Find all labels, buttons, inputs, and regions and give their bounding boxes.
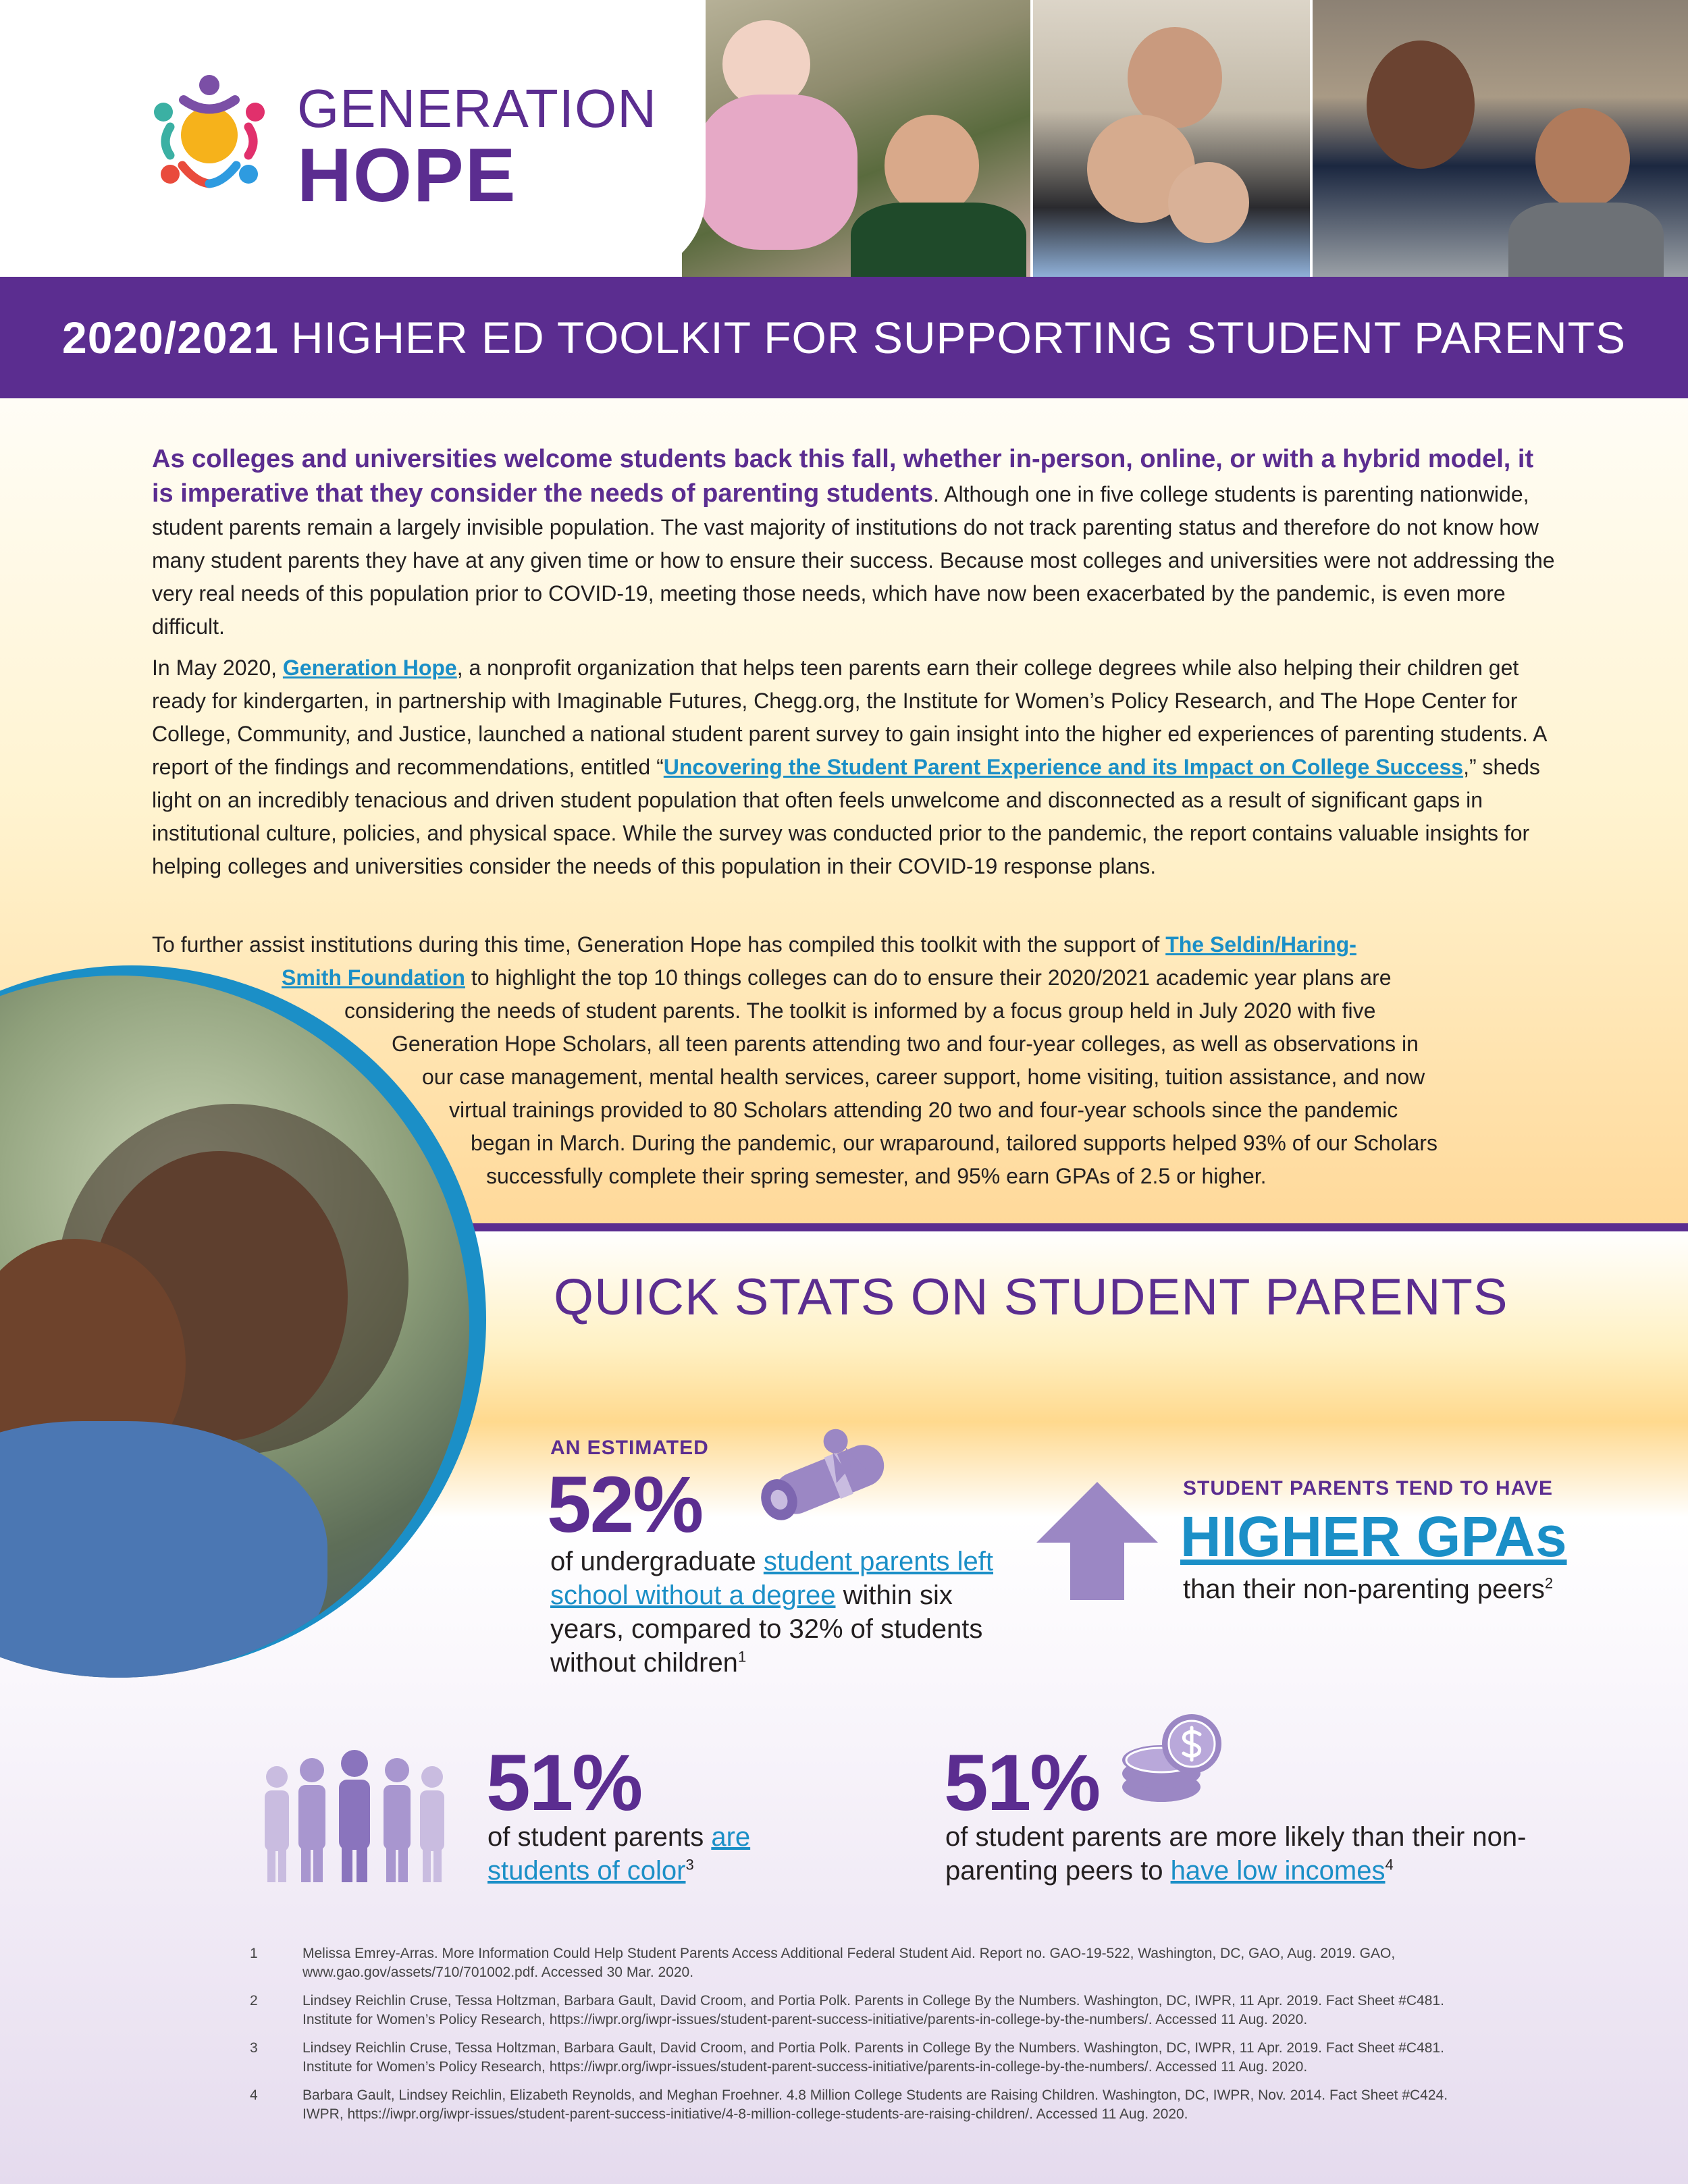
logo-line-hope: HOPE [297,133,517,217]
footnote-number: 4 [250,2087,258,2103]
generation-hope-link[interactable]: Generation Hope [282,656,457,680]
footnotes [250,1944,1472,2133]
intro-paragraph-2 [152,651,1556,883]
header [0,0,1688,277]
stat3-value: 51% [486,1738,642,1828]
p3-line-8: successfully complete their spring semester, and 95% earn GPAs of 2.5 or higher. [486,1164,1267,1188]
p3-line-1 [152,928,1356,961]
intro-p2-text-b: , a nonprofit organization that helps teen parents earn their college degrees while also helping their children get ready for kindergarten, in partnership with Imaginable Futures, Chegg.org, the Institute for Women’s Policy Research, and The Hope Center for College, Community, and Justice, launched a national student parent survey to gain insight into the higher ed experiences of parenting students. A report of the findings and recommendations, entitled “ [152,656,1546,779]
intro-p1-rest: . Although one in five college students is parenting nationwide, student parents remain a largely invisible population. The vast majority of institutions do not track parenting status and therefore do not know how many student parents they have at any given time or how to ensure their success. Because most colleges and universities were not addressing the very real needs of this population prior to COVID-19, meeting those needs, which have now been exacerbated by the pandemic, is even more difficult. [152,482,1555,639]
p3-line-2 [282,961,1392,994]
stat1-text [550,1545,1023,1680]
generation-hope-logo-icon [142,68,277,203]
section-divider [473,1223,1688,1231]
p3-line-5: our case management, mental health services, career support, home visiting, tuition assistance, and now [422,1065,1425,1089]
intro-p2-text-c: ,” sheds light on an incredibly tenacious and driven student population that often feels unwelcome and disconnected as a result of significant gaps in institutional culture, policies, and physical space. While the survey was conducted prior to the pandemic, the report contains valuable insights for helping colleges and universities consider the needs of this population in their COVID-19 response plans. [152,755,1540,878]
intro-paragraph-1 [152,442,1556,643]
stat2-text-body: than their non-parenting peers [1183,1574,1545,1604]
footnote [250,2086,1472,2124]
coins-icon [1117,1711,1225,1806]
footnote-number: 2 [250,1993,258,2008]
stats-heading: QUICK STATS ON STUDENT PARENTS [554,1269,1508,1326]
p3-line-4: Generation Hope Scholars, all teen parents attending two and four-year colleges, as well as observations in [392,1032,1419,1056]
footnote-text: Lindsey Reichlin Cruse, Tessa Holtzman, Barbara Gault, David Croom, and Portia Polk. Parents in College By the Numbers. Washington, DC, IWPR, 11 Apr. 2019. Fact Sheet #C481. Institute for Women’s Policy Research, https://iwpr.org/iwpr-issues/student-parent-success-initiative/parents-in-college-by-the-numbers/. Accessed 11 Aug. 2020. [302,2040,1444,2075]
stat2-text [1183,1574,1553,1605]
stat3-text [487,1820,839,1888]
photo-graduate-son [1313,0,1688,277]
p3-line-6: virtual trainings provided to 80 Scholars attending 20 two and four-year schools since the pandemic [449,1098,1398,1122]
arrow-up-icon [1036,1482,1158,1600]
stat4-value: 51% [944,1738,1100,1828]
foundation-link-cont[interactable]: Smith Foundation [282,965,465,990]
logo-card [0,0,706,277]
stat1-text-b: within six years, compared to 32% of students without children [550,1580,983,1678]
stat4-link[interactable]: have low incomes [1170,1856,1386,1886]
p3-text: to highlight the top 10 things colleges can do to ensure their 2020/2021 academic year plans are [465,965,1392,990]
footnote-text: Melissa Emrey-Arras. More Information Could Help Student Parents Access Additional Federal Student Aid. Report no. GAO-19-522, Washington, DC, GAO, Aug. 2019. GAO, www.gao.gov/assets/710/701002.pdf. Accessed 30 Mar. 2020. [302,1946,1396,1980]
stat3-link[interactable]: are students of color [487,1822,751,1886]
footnote-text: Barbara Gault, Lindsey Reichlin, Elizabeth Reynolds, and Meghan Froehner. 4.8 Million College Students are Raising Children. Washington, DC, IWPR, Nov. 2014. Fact Sheet #C424. IWPR, https://iwpr.org/iwpr-issues/student-parent-success-initiative/4-8-million-college-students-are-raising-children/. Accessed 11 Aug. 2020. [302,2087,1448,2122]
intro-p2-text-a: In May 2020, [152,656,283,680]
stat2-label: STUDENT PARENTS TEND TO HAVE [1183,1477,1554,1499]
report-link[interactable]: Uncovering the Student Parent Experience and its Impact on College Success [663,755,1464,779]
people-group-icon [257,1749,452,1884]
stat4-text-a: of student parents are more likely than their non-parenting peers to [945,1822,1527,1886]
stat2-footnote-ref: 2 [1544,1574,1554,1592]
p3-text: To further assist institutions during this time, Generation Hope has compiled this toolkit with the support of [152,932,1166,957]
stat3-footnote-ref: 3 [685,1856,694,1873]
stat3-text-a: of student parents [487,1822,712,1852]
stat1-value: 52% [547,1460,703,1549]
stat1-label: AN ESTIMATED [550,1437,709,1459]
footnote [250,1944,1472,1982]
photo-graduate-child [682,0,1030,277]
footnote [250,2039,1472,2077]
footnote [250,1992,1472,2029]
footnote-text: Lindsey Reichlin Cruse, Tessa Holtzman, Barbara Gault, David Croom, and Portia Polk. Parents in College By the Numbers. Washington, DC, IWPR, 11 Apr. 2019. Fact Sheet #C481. Institute for Women’s Policy Research, https://iwpr.org/iwpr-issues/student-parent-success-initiative/parents-in-college-by-the-numbers/. Accessed 11 Aug. 2020. [302,1993,1444,2027]
stat2-highlight-link[interactable]: HIGHER GPAs [1180,1505,1567,1568]
p3-line-7: began in March. During the pandemic, our wraparound, tailored supports helped 93% of our Scholars [471,1131,1438,1155]
footnote-number: 3 [250,2040,258,2056]
title-years: 2020/2021 [62,313,279,363]
logo-line-generation: GENERATION [297,78,658,138]
foundation-link[interactable]: The Seldin/Haring- [1165,932,1356,957]
stat4-footnote-ref: 4 [1385,1856,1394,1873]
title-text: HIGHER ED TOOLKIT FOR SUPPORTING STUDENT PARENTS [291,313,1626,363]
stat1-text-a: of undergraduate [550,1547,764,1576]
logo-wordmark [297,78,658,217]
stat4-text [945,1820,1593,1888]
p3-line-3: considering the needs of student parents. The toolkit is informed by a focus group held in July 2020 with five [344,998,1376,1023]
photo-graduate-two-sons [1033,0,1310,277]
intro-lead: As colleges and universities welcome students back this fall, whether in-person, online, or with a hybrid model, it is imperative that they consider the needs of parenting students [152,445,1534,508]
stat1-footnote-ref: 1 [737,1648,747,1666]
footnote-number: 1 [250,1946,258,1961]
diploma-icon [749,1419,905,1530]
title-band [0,277,1688,398]
stat1-link[interactable]: student parents left school without a degree [550,1547,994,1610]
